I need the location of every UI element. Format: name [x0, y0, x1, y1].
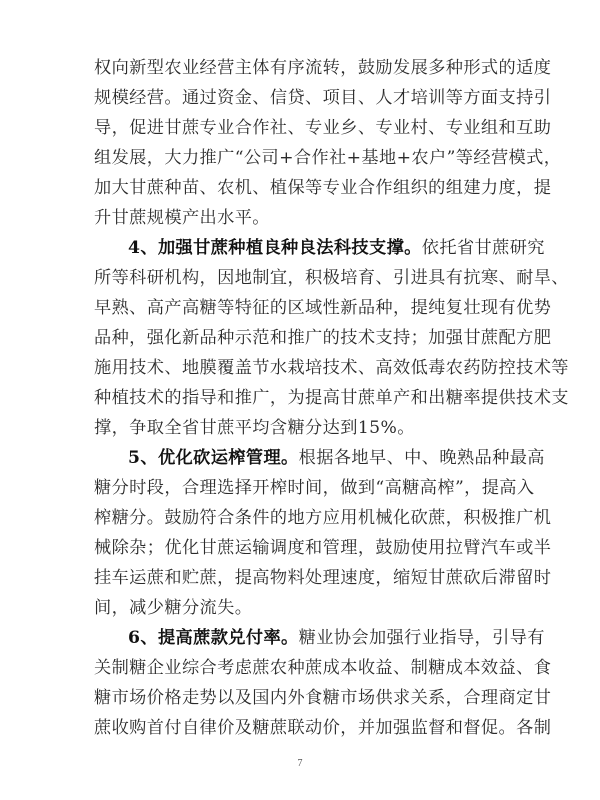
text-line: 权向新型农业经营主体有序流转，鼓励发展多种形式的适度: [94, 58, 552, 78]
section-first-line: [128, 443, 545, 473]
text-line: 糖分时段，合理选择开榨时间，做到“高糖高榨”，提高入: [94, 478, 535, 498]
text-line: 组发展，大力推广“公司+合作社+基地+农户”等经营模式，: [94, 148, 562, 168]
text-line: 蔗收购首付自律价及糖蔗联动价，并加强监督和督促。各制: [94, 718, 552, 738]
section-heading: 6、提高蔗款兑付率。: [128, 628, 299, 648]
text-line: 间，减少糖分流失。: [94, 598, 253, 618]
section-text: 糖业协会加强行业指导，引导有: [298, 628, 545, 648]
text-line: 规模经营。通过资金、信贷、项目、人才培训等方面支持引: [94, 88, 552, 108]
text-line: 糖市场价格走势以及国内外食糖市场供求关系，合理商定甘: [94, 688, 552, 708]
text-line: 关制糖企业综合考虑蔗农种蔗成本收益、制糖成本效益、食: [94, 658, 552, 678]
text-line: 品种，强化新品种示范和推广的技术支持；加强甘蔗配方肥: [94, 328, 552, 348]
text-line: 榨糖分。鼓励符合条件的地方应用机械化砍蔗，积极推广机: [94, 508, 552, 528]
section-heading: 4、加强甘蔗种植良种良法科技支撑。: [128, 238, 422, 258]
text-line: 导，促进甘蔗专业合作社、专业乡、专业村、专业组和互助: [94, 118, 552, 138]
section-heading: 5、优化砍运榨管理。: [128, 448, 299, 468]
text-line: 种植技术的指导和推广，为提高甘蔗单产和出糖率提供技术支: [94, 388, 569, 408]
section-text: 根据各地早、中、晚熟品种最高: [298, 448, 545, 468]
text-line: 早熟、高产高糖等特征的区域性新品种，提纯复壮现有优势: [94, 298, 552, 318]
text-line: 加大甘蔗种苗、农机、植保等专业合作组织的组建力度，提: [94, 178, 552, 198]
text-line: 升甘蔗规模产出水平。: [94, 208, 270, 228]
section-text: 依托省甘蔗研究: [421, 238, 545, 258]
text-line: 撑，争取全省甘蔗平均含糖分达到15%。: [94, 418, 415, 438]
text-line: 施用技术、地膜覆盖节水栽培技术、高效低毒农药防控技术等: [94, 358, 569, 378]
section-first-line: [128, 233, 545, 263]
section-first-line: [128, 623, 545, 653]
text-line: 械除杂；优化甘蔗运输调度和管理，鼓励使用拉臂汽车或半: [94, 538, 552, 558]
page-number: 7: [297, 758, 303, 769]
text-line: 所等科研机构，因地制宜，积极培育、引进具有抗寒、耐旱、: [94, 268, 569, 288]
text-line: 挂车运蔗和贮蔗，提高物料处理速度，缩短甘蔗砍后滞留时: [94, 568, 552, 588]
